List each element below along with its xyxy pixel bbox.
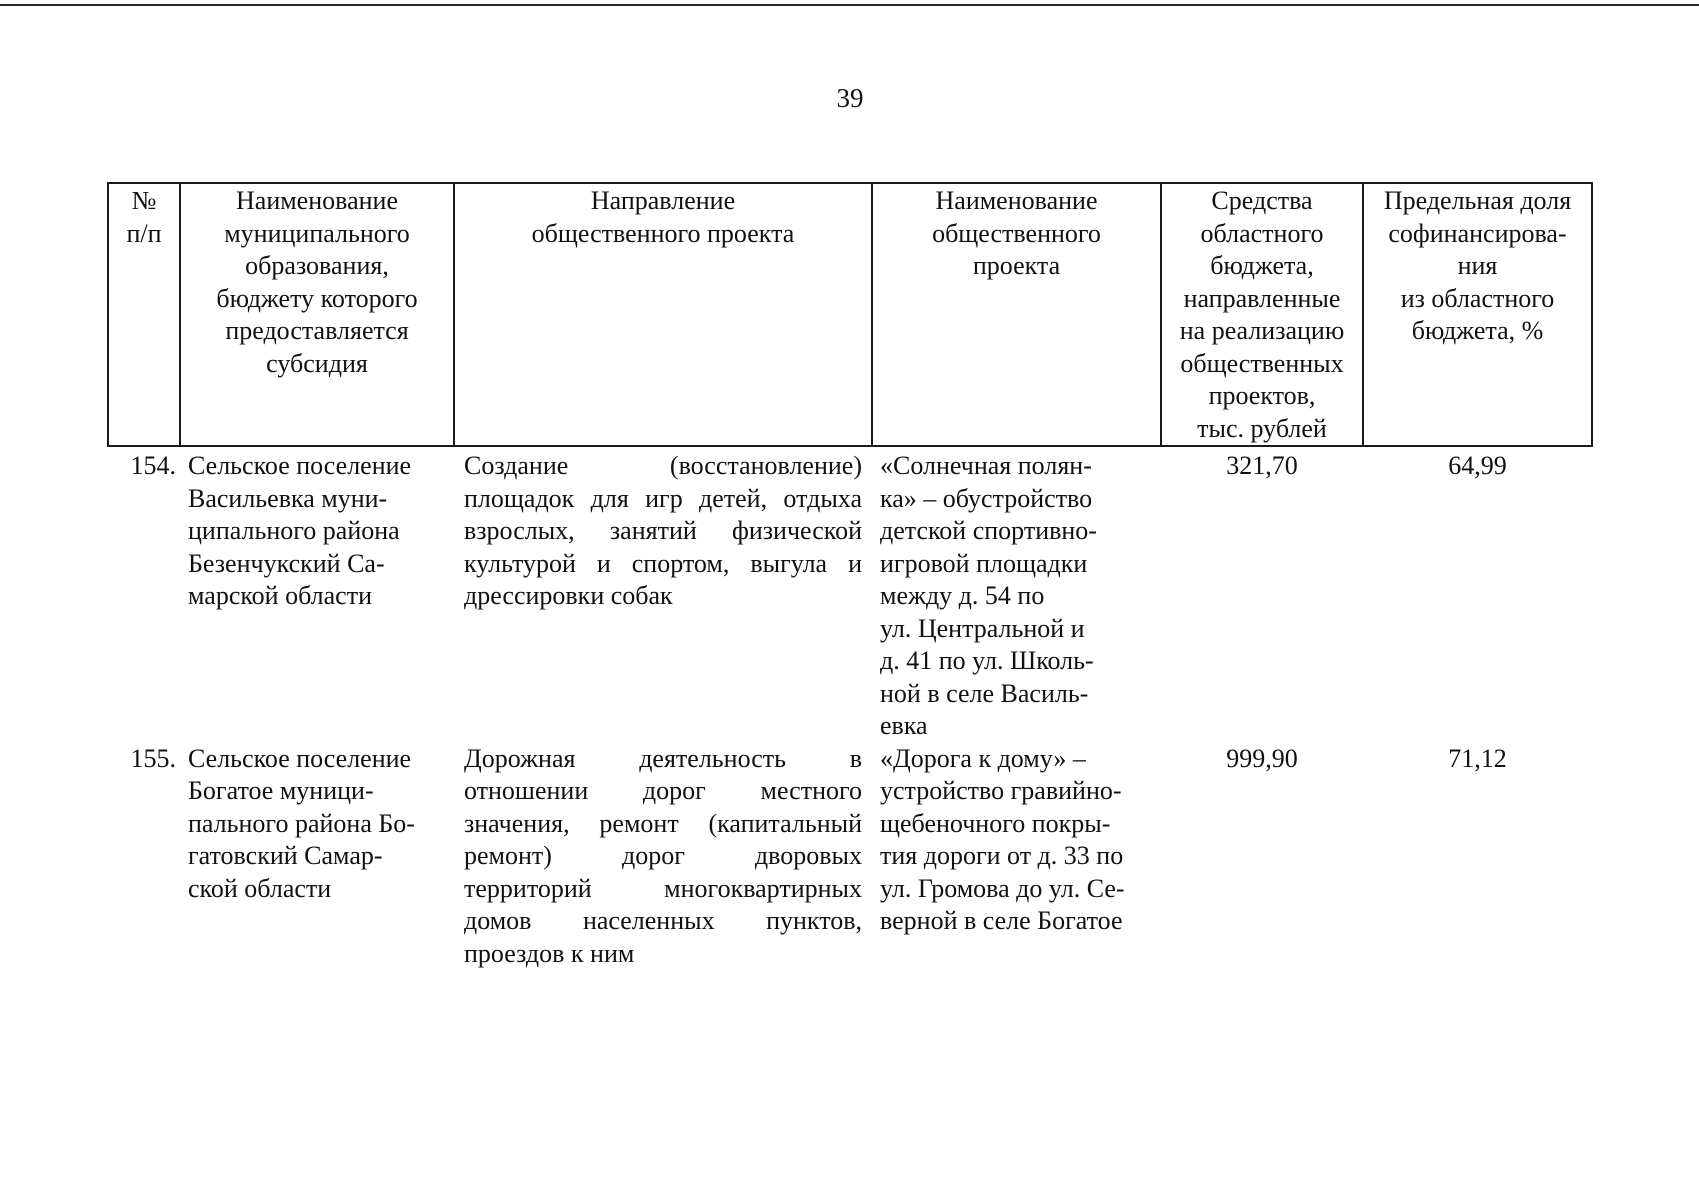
municipality-name: Сельское поселение Васильевка муни- ципального района Безенчукский Са- марской области (188, 451, 412, 610)
cofinancing-share: 64,99 (1448, 451, 1507, 480)
row-number: 154. (130, 451, 176, 480)
top-border-rule (0, 4, 1699, 6)
row-number: 155. (130, 743, 176, 773)
budget-funds: 321,70 (1226, 451, 1298, 480)
project-name: «Дорога к дому» – устройство гравийно- щебеночного покры- тия дороги от д. 33 по ул. Громова до ул. Се- верной в селе Богатое (880, 743, 1125, 935)
table-row (108, 446, 1592, 743)
header-project-name: Наименование общественного проекта (872, 183, 1161, 446)
project-name: «Солнечная полян- ка» – обустройство детской спортивно- игровой площадки между д. 54 по ул. Центральной и д. 41 по ул. Школь- ной в селе Василь- евка (880, 451, 1097, 740)
project-direction: Дорожная деятельность в отношении дорог местного значения, ремонт (капитальный ремонт) дорог дворовых территорий многоквартирных домов населенных пунктов, проездов к ним (464, 743, 862, 968)
header-row (108, 183, 1592, 446)
table-body (108, 446, 1592, 970)
budget-funds: 999,90 (1226, 743, 1298, 773)
header-direction: Направление общественного проекта (454, 183, 872, 446)
page-number: 39 (836, 83, 864, 113)
project-direction: Создание (восстановление) площадок для игр детей, отдыха взрослых, занятий физической культурой и спортом, выгула и дрессировки собак (464, 451, 862, 610)
municipality-name: Сельское поселение Богатое муници- пального района Бо- гатовский Самар- ской области (188, 743, 415, 903)
header-share: Предельная доля софинансирова- ния из областного бюджета, % (1363, 183, 1592, 446)
cofinancing-share: 71,12 (1448, 743, 1507, 773)
header-municipality: Наименование муниципального образования, бюджету которого предоставляется субсидия (180, 183, 454, 446)
table-row (108, 743, 1592, 971)
header-number: № п/п (108, 183, 180, 446)
subsidy-table (107, 182, 1593, 970)
table-header (108, 183, 1592, 446)
header-funds: Средства областного бюджета, направленные на реализацию общественных проектов, тыс. рублей (1161, 183, 1363, 446)
